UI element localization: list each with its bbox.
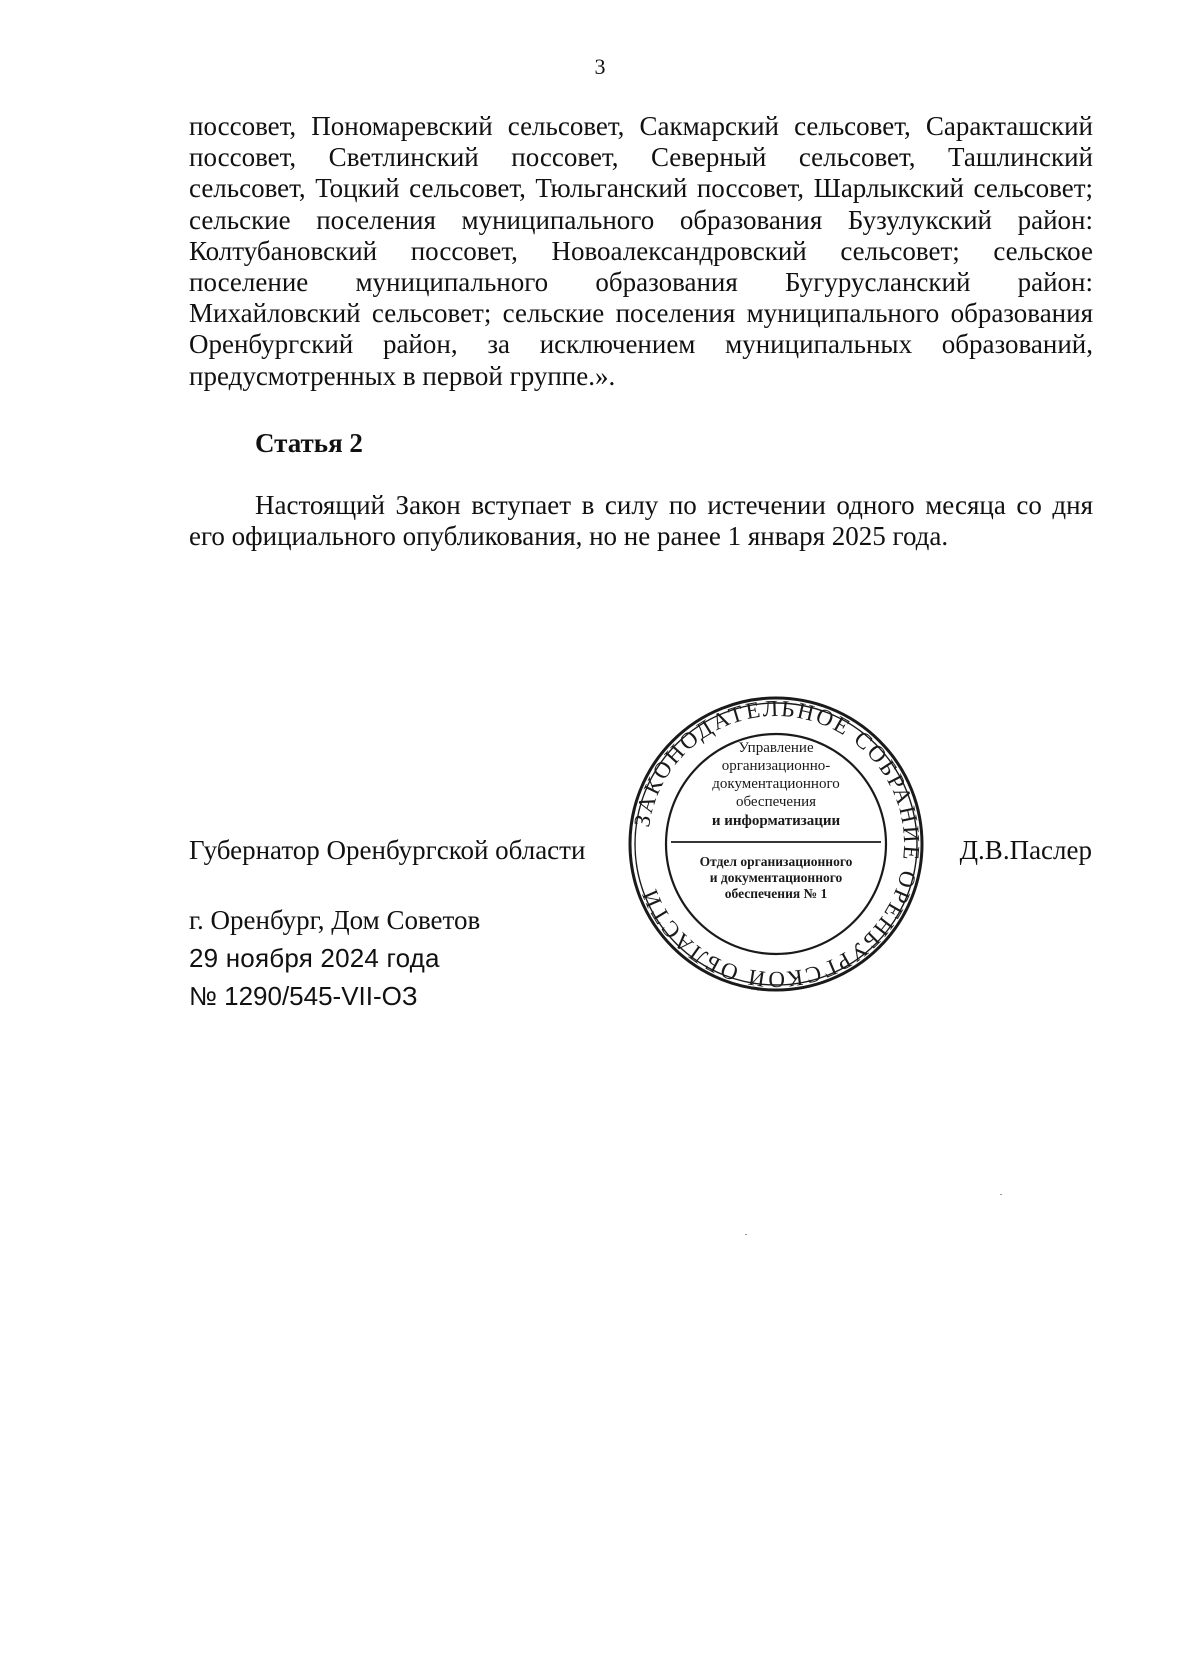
text-line: поссовет, Пономаревский сельсовет, Сакмарский сельсовет, Саракташский	[189, 111, 1093, 141]
signatory-position: Губернатор Оренбургской области	[189, 835, 586, 865]
signing-date: 29 ноября 2024 года	[189, 943, 440, 973]
paragraph-effective-date	[189, 490, 1093, 552]
article-heading: Статья 2	[255, 428, 363, 458]
scan-speck	[1000, 1194, 1002, 1195]
page-number: 3	[594, 54, 606, 79]
signing-place: г. Оренбург, Дом Советов	[189, 905, 481, 935]
seal-line: организационно-	[721, 758, 831, 774]
seal-line: Управление	[738, 740, 814, 756]
text-line: его официального опубликования, но не ранее 1 января 2025 года.	[189, 521, 949, 552]
text-line: поссовет, Светлинский поссовет, Северный сельсовет, Ташлинский	[189, 142, 1093, 173]
seal-line: и информатизации	[711, 813, 841, 829]
scan-speck	[745, 1234, 747, 1235]
seal-line: обеспечения № 1	[724, 886, 828, 901]
text-line: сельские поселения муниципального образования Бузулукский район:	[189, 204, 1093, 235]
text-line: Колтубановский поссовет, Новоалександровский сельсовет; сельское	[189, 235, 1093, 266]
seal-line: документационного	[712, 776, 840, 792]
text-line: Настоящий Закон вступает в силу по истечении одного месяца со дня	[255, 490, 1093, 520]
official-seal	[626, 694, 926, 994]
law-number: № 1290/545-VII-ОЗ	[189, 981, 418, 1011]
text-line: предусмотренных в первой группе.».	[189, 360, 616, 391]
text-line: Оренбургский район, за исключением муниципальных образований,	[189, 329, 1093, 360]
signatory-name: Д.В.Паслер	[959, 835, 1092, 865]
seal-outer-text: ЗАКОНОДАТЕЛЬНОЕ СОБРАНИЕ ОРЕНБУРГСКОЙ ОБЛАСТИ	[629, 695, 925, 993]
seal-line: обеспечения	[735, 794, 817, 810]
text-line: Михайловский сельсовет; сельские поселения муниципального образования	[189, 298, 1093, 329]
text-line: поселение муниципального образования Бугурусланский район:	[189, 267, 1093, 298]
text-line: сельсовет, Тоцкий сельсовет, Тюльганский поссовет, Шарлыкский сельсовет;	[189, 173, 1093, 204]
paragraph-municipalities	[189, 111, 1093, 392]
seal-line: и документационного	[709, 870, 843, 885]
seal-line: Отдел организационного	[699, 854, 853, 869]
